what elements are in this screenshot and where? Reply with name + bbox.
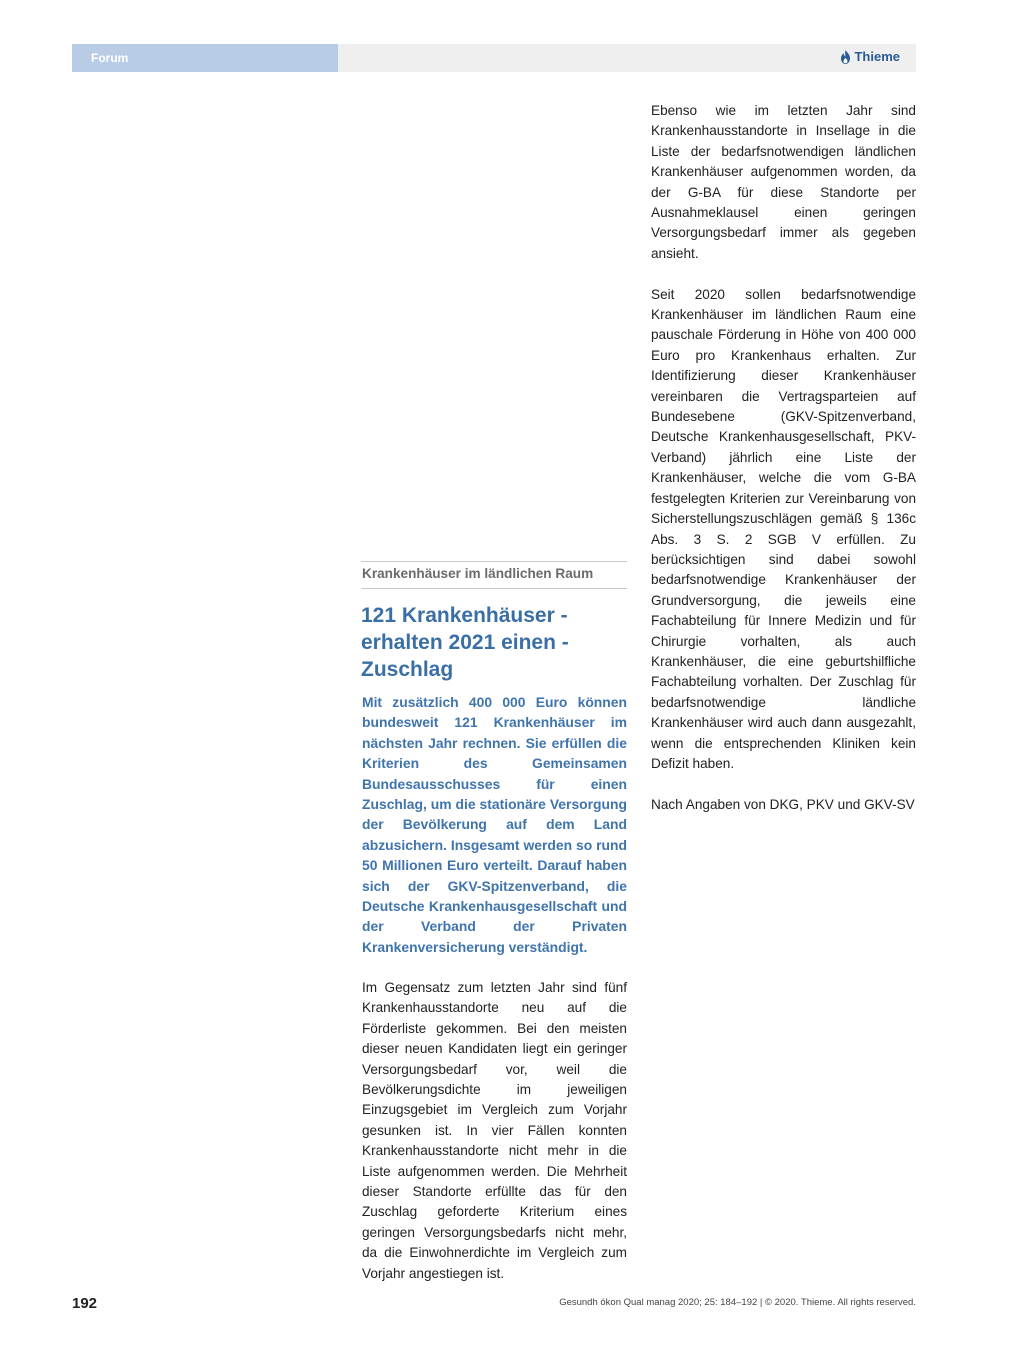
lead-paragraph: Mit zusätzlich 400 000 Euro können bundesweit 121 Krankenhäuser im nächsten Jahr rechnen. Sie erfüllen die Kriterien des Gemeinsamen Bundesausschusses für einen Zuschlag, um die stationäre Versorgung der Bevölkerung auf dem Land abzusichern. Insgesamt werden so rund 50 Millionen Euro verteilt. Darauf haben sich der GKV-Spitzenverband, die Deutsche Krankenhausgesellschaft und der Verband der Privaten Krankenversicherung verständigt.: [362, 694, 627, 955]
headline-line: Zuschlag: [361, 658, 454, 681]
right-column: [651, 101, 916, 815]
topic-divider-bottom: [361, 588, 627, 589]
headline-line: 121 Krankenhäuser -: [361, 604, 568, 627]
publisher-brand[interactable]: [840, 49, 900, 65]
headline-line: erhalten 2021 einen -: [361, 631, 569, 654]
journal-citation: Gesundh ökon Qual manag 2020; 25: 184–192 | © 2020. Thieme. All rights reserved.: [559, 1297, 916, 1308]
body-paragraph: Ebenso wie im letzten Jahr sind Krankenhausstandorte in Insellage in die Liste der bedarfsnotwendigen ländlichen Krankenhäuser aufgenommen worden, da der G-BA für diese Standorte per Ausnahmeklausel einen geringen Versorgungsbedarf immer als gegeben ansieht.: [651, 103, 916, 261]
source-note: Nach Angaben von DKG, PKV und GKV-SV: [651, 796, 915, 812]
topic-label: Krankenhäuser im ländlichen Raum: [362, 566, 594, 581]
thieme-flame-logo-icon: [840, 50, 851, 64]
brand-header-bar: [338, 44, 916, 72]
brand-name: Thieme: [854, 49, 900, 64]
article-headline: [361, 602, 627, 683]
body-paragraph: Im Gegensatz zum letzten Jahr sind fünf Krankenhausstandorte neu auf die Förderliste gekommen. Bei den meisten dieser neuen Kandidaten liegt ein geringer Versorgungsbedarf vor, weil die Bevölkerungsdichte im jeweiligen Einzugsgebiet im Vergleich zum Vorjahr gesunken ist. In vier Fällen konnten Krankenhausstandorte nicht mehr in die Liste aufgenommen werden. Die Mehrheit dieser Standorte erfüllte das für den Zuschlag geforderte Kriterium eines geringen Versorgungsbedarfs nicht mehr, da die Einwohnerdichte im Vergleich zum Vorjahr angestiegen ist.: [362, 980, 627, 1281]
topic-divider-top: [361, 561, 627, 562]
left-column-body: [362, 978, 627, 1284]
page-number: 192: [72, 1295, 98, 1312]
body-paragraph: Seit 2020 sollen bedarfsnotwendige Krankenhäuser im ländlichen Raum eine pauschale Förderung in Höhe von 400 000 Euro pro Krankenhaus erhalten. Zur Identifizierung dieser Krankenhäuser vereinbaren die Vertragsparteien auf Bundesebene (GKV-Spitzenverband, Deutsche Krankenhausgesellschaft, PKV-Verband) jährlich eine Liste der Krankenhäuser, welche die vom G-BA festgelegten Kriterien zur Vereinbarung von Sicherstellungszuschlägen gemäß § 136c Abs. 3 S. 2 SGB V erfüllen. Zu berücksichtigen sind dabei sowohl bedarfsnotwendige Krankenhäuser der Grundversorgung, die jeweils eine Fachabteilung für Innere Medizin und für Chirurgie vorhalten, als auch Krankenhäuser, die eine geburtshilfliche Fachabteilung vorhalten. Der Zuschlag für bedarfsnotwendige ländliche Krankenhäuser wird auch dann ausgezahlt, wenn die entsprechenden Kliniken kein Defizit haben.: [651, 286, 916, 771]
section-label: Forum: [91, 51, 129, 65]
